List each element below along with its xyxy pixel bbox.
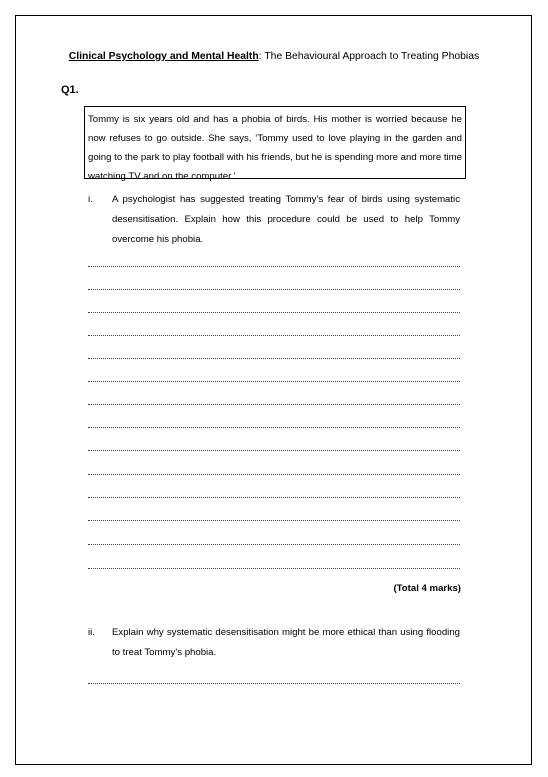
page-title (0, 51, 548, 62)
part-number: i. (88, 194, 93, 205)
answer-line[interactable] (88, 358, 460, 359)
answer-line[interactable] (88, 289, 460, 290)
answer-line[interactable] (88, 568, 460, 569)
answer-line[interactable] (88, 450, 460, 451)
title-subject: Clinical Psychology and Mental Health (68, 51, 259, 62)
answer-line[interactable] (88, 683, 460, 684)
total-marks: (Total 4 marks) (393, 583, 461, 594)
answer-line[interactable] (88, 381, 460, 382)
title-topic: : The Behavioural Approach to Treating Phobias (258, 51, 480, 62)
part-text: Explain why systematic desensitisation might be more ethical than using flooding to treat Tommy’s phobia. (112, 627, 460, 658)
answer-line[interactable] (88, 312, 460, 313)
answer-line[interactable] (88, 335, 460, 336)
answer-line[interactable] (88, 520, 460, 521)
part-number: ii. (88, 627, 95, 638)
question-number: Q1. (61, 84, 79, 96)
answer-line[interactable] (88, 404, 460, 405)
answer-line[interactable] (88, 544, 460, 545)
answer-line[interactable] (88, 266, 460, 267)
answer-line[interactable] (88, 497, 460, 498)
scenario-box: Tommy is six years old and has a phobia of birds. His mother is worried because he now refuses to go outside. She says, ‘Tommy used to love playing in the garden and going to the park to play football with his friends, but he is spending more and more time watching TV and on the computer.’ (84, 106, 466, 179)
part-text: A psychologist has suggested treating Tommy’s fear of birds using systematic desensitisation. Explain how this procedure could be used to help Tommy overcome his phobia. (112, 194, 460, 245)
answer-line[interactable] (88, 474, 460, 475)
answer-line[interactable] (88, 427, 460, 428)
